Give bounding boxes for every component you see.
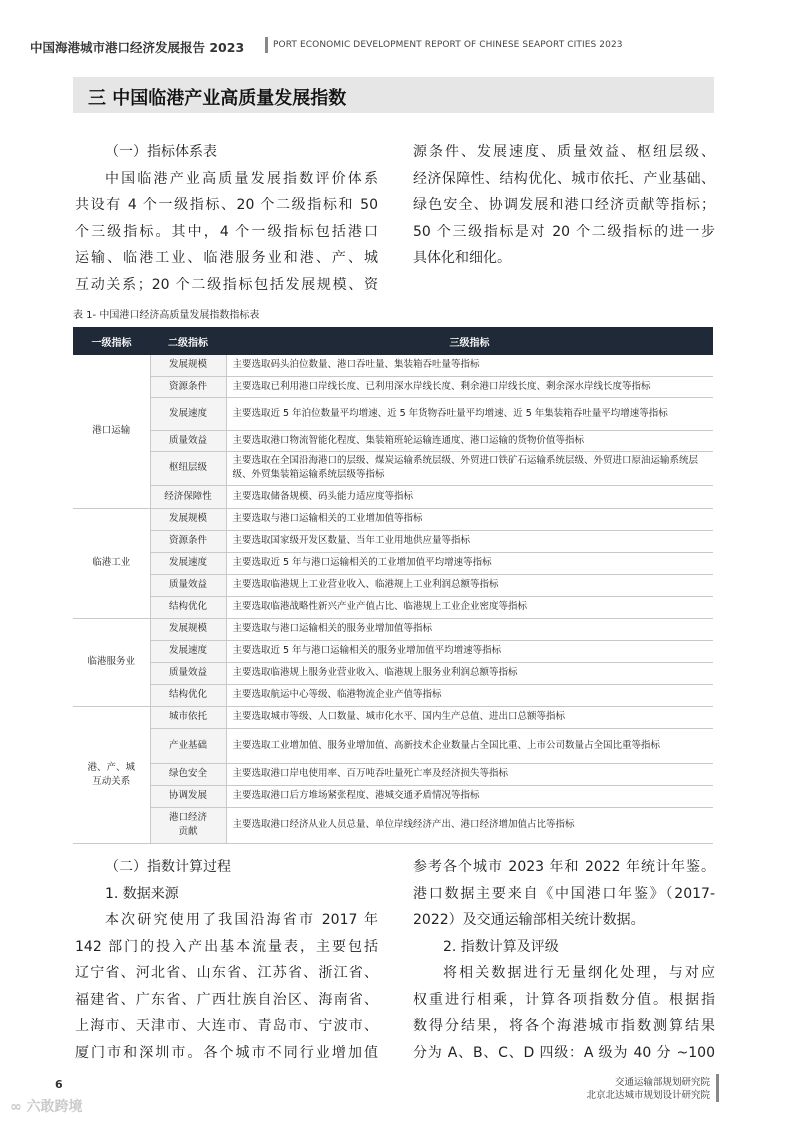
level2-cell: 结构优化	[150, 596, 226, 618]
level2-cell: 质量效益	[150, 662, 226, 684]
level2-cell: 绿色安全	[150, 763, 226, 785]
paragraph-line: 互动关系；20 个二级指标包括发展规模、资	[75, 276, 378, 293]
paragraph-line: 将相关数据进行无量纲化处理，与对应	[443, 965, 715, 981]
subsection-heading: （一）指标体系表	[105, 144, 217, 160]
level2-cell: 质量效益	[150, 430, 226, 451]
table-row	[73, 596, 713, 618]
calc-left-column	[75, 854, 378, 1066]
paragraph-line: 权重进行相乘，计算各项指数分值。根据指	[413, 991, 715, 1008]
table-row	[73, 397, 713, 430]
table-row	[73, 640, 713, 662]
paragraph-line: 中国临港产业高质量发展指数评价体系	[105, 170, 378, 187]
table-row	[73, 552, 713, 574]
paragraph-line: 经济保障性、结构优化、城市依托、产业基础、	[413, 170, 715, 187]
paragraph-line: 上海市、天津市、大连市、青岛市、宁波市、	[75, 1018, 378, 1034]
level3-cell: 主要选取近 5 年与港口运输相关的服务业增加值平均增速等指标	[226, 640, 713, 662]
item-heading: 2. 指数计算及评级	[443, 938, 559, 955]
paragraph-line: 具体化和细化。	[413, 250, 511, 266]
level3-cell: 主要选取港口岸电使用率、百万吨吞吐量死亡率及经济损失等指标	[226, 763, 713, 785]
footer-divider	[716, 1074, 719, 1102]
paragraph-line: 2022）及交通运输部相关统计数据。	[413, 912, 645, 928]
table-row	[73, 508, 713, 530]
paragraph-line: 辽宁省、河北省、山东省、江苏省、浙江省、	[75, 965, 378, 981]
column-header: 二级指标	[150, 327, 226, 355]
paragraph-line: 个三级指标。其中，4 个一级指标包括港口	[75, 223, 378, 240]
paragraph-line: 绿色安全、协调发展和港口经济贡献等指标；	[413, 197, 715, 213]
table-row	[73, 485, 713, 508]
calc-right-column	[413, 854, 715, 1066]
level3-cell: 主要选取在全国沿海港口的层级、煤炭运输系统层级、外贸进口铁矿石运输系统层级、外贸进口原油运输系统层级、外贸集装箱运输系统层级等指标	[226, 451, 713, 485]
section-title: 三 中国临港产业高质量发展指数	[88, 88, 347, 109]
table-row	[73, 785, 713, 807]
report-title-en: PORT ECONOMIC DEVELOPMENT REPORT OF CHINESE SEAPORT CITIES 2023	[273, 40, 623, 50]
level1-cell: 港口运输	[73, 355, 150, 508]
level1-cell: 临港服务业	[73, 618, 150, 706]
page-number: 6	[55, 1078, 63, 1091]
paragraph-line: 数得分结果，将各个海港城市指数测算结果	[413, 1018, 715, 1034]
indicator-table	[73, 327, 713, 844]
paragraph-line: 142 部门的投入产出基本流量表，主要包括	[75, 938, 378, 955]
level3-cell: 主要选取国家级开发区数量、当年工业用地供应量等指标	[226, 530, 713, 552]
footer-org-1: 交通运输部规划研究院	[614, 1077, 710, 1088]
header-divider	[265, 37, 268, 53]
paragraph-line: 共设有 4 个一级指标、20 个二级指标和 50	[75, 197, 378, 213]
paragraph-line: 福建省、广东省、广西壮族自治区、海南省、	[75, 991, 378, 1008]
level2-cell: 结构优化	[150, 684, 226, 706]
level3-cell: 主要选取港口经济从业人员总量、单位岸线经济产出、港口经济增加值占比等指标	[226, 807, 713, 843]
level3-cell: 主要选取与港口运输相关的工业增加值等指标	[226, 508, 713, 530]
column-header: 三级指标	[226, 327, 713, 355]
table-header-row	[73, 327, 713, 355]
paragraph-line: 参考各个城市 2023 年和 2022 年统计年鉴。	[413, 859, 715, 875]
level2-cell: 资源条件	[150, 376, 226, 397]
paragraph-line: 港口数据主要来自《中国港口年鉴》（2017-	[413, 885, 715, 902]
table-row	[73, 430, 713, 451]
level2-label: 港口经济 贡献	[168, 812, 207, 837]
table-row	[73, 706, 713, 728]
level2-cell: 产业基础	[150, 728, 226, 763]
level2-cell: 城市依托	[150, 706, 226, 728]
intro-left-column	[75, 139, 378, 298]
level3-cell: 主要选取码头泊位数量、港口吞吐量、集装箱吞吐量等指标	[226, 355, 713, 376]
level3-cell: 主要选取与港口运输相关的服务业增加值等指标	[226, 618, 713, 640]
column-header: 一级指标	[73, 327, 150, 355]
level2-cell	[150, 807, 226, 843]
paragraph-line: 厦门市和深圳市。各个城市不同行业增加值	[75, 1044, 378, 1061]
level3-cell: 主要选取港口后方堆场紧张程度、港城交通矛盾情况等指标	[226, 785, 713, 807]
report-title-cn: 中国海港城市港口经济发展报告 2023	[30, 40, 245, 55]
table-row	[73, 355, 713, 376]
footer-org-2: 北京北达城市规划设计研究院	[586, 1090, 710, 1101]
level2-cell: 发展速度	[150, 552, 226, 574]
table-row	[73, 574, 713, 596]
section-header	[73, 77, 714, 113]
level3-cell: 主要选取港口物流智能化程度、集装箱班轮运输连通度、港口运输的货物价值等指标	[226, 430, 713, 451]
table-row	[73, 376, 713, 397]
watermark-logo-icon: ∞	[10, 1099, 27, 1115]
table-row	[73, 618, 713, 640]
level2-cell: 质量效益	[150, 574, 226, 596]
level3-cell: 主要选取近 5 年泊位数量平均增速、近 5 年货物吞吐量平均增速、近 5 年集装箱吞吐量平均增速等指标	[226, 397, 713, 430]
level3-cell: 主要选取工业增加值、服务业增加值、高新技术企业数量占全国比重、上市公司数量占全国比重等指标	[226, 728, 713, 763]
paragraph-line: 本次研究使用了我国沿海省市 2017 年	[105, 912, 378, 928]
level2-cell: 协调发展	[150, 785, 226, 807]
level1-cell: 临港工业	[73, 508, 150, 618]
table-caption: 表 1- 中国港口经济高质量发展指数指标表	[73, 310, 260, 321]
level2-cell: 发展规模	[150, 355, 226, 376]
item-heading: 1. 数据来源	[105, 885, 179, 902]
level3-cell: 主要选取已利用港口岸线长度、已利用深水岸线长度、剩余港口岸线长度、剩余深水岸线长度等指标	[226, 376, 713, 397]
level2-cell: 发展速度	[150, 640, 226, 662]
level3-cell: 主要选取航运中心等级、临港物流企业产值等指标	[226, 684, 713, 706]
footer-organizations	[586, 1076, 710, 1102]
table-row	[73, 530, 713, 552]
level2-cell: 发展规模	[150, 618, 226, 640]
table-row	[73, 684, 713, 706]
level2-cell: 发展速度	[150, 397, 226, 430]
paragraph-line: 源条件、发展速度、质量效益、枢纽层级、	[413, 144, 715, 160]
table-row	[73, 763, 713, 785]
level3-cell: 主要选取临港规上服务业营业收入、临港规上服务业利润总额等指标	[226, 662, 713, 684]
level1-cell	[73, 706, 150, 843]
level3-cell: 主要选取临港战略性新兴产业产值占比、临港规上工业企业密度等指标	[226, 596, 713, 618]
level3-cell: 主要选取储备规模、码头能力适应度等指标	[226, 485, 713, 508]
paragraph-line: 分为 A、B、C、D 四级：A 级为 40 分 ~100	[413, 1044, 715, 1061]
table-row	[73, 451, 713, 485]
level3-cell: 主要选取城市等级、人口数量、城市化水平、国内生产总值、进出口总额等指标	[226, 706, 713, 728]
table-row	[73, 662, 713, 684]
table-row	[73, 807, 713, 843]
level1-label: 港、产、城 互动关系	[87, 761, 135, 787]
level3-cell: 主要选取临港规上工业营业收入、临港规上工业利润总额等指标	[226, 574, 713, 596]
intro-right-column	[413, 139, 715, 272]
paragraph-line: 50 个三级指标是对 20 个二级指标的进一步	[413, 223, 715, 240]
level3-cell: 主要选取近 5 年与港口运输相关的工业增加值平均增速等指标	[226, 552, 713, 574]
level2-cell: 资源条件	[150, 530, 226, 552]
level2-cell: 发展规模	[150, 508, 226, 530]
paragraph-line: 运输、临港工业、临港服务业和港、产、城	[75, 250, 378, 266]
table-row	[73, 728, 713, 763]
level2-cell: 经济保障性	[150, 485, 226, 508]
level2-cell: 枢纽层级	[150, 451, 226, 485]
subsection-heading: （二）指数计算过程	[105, 859, 231, 875]
watermark	[10, 1096, 83, 1116]
watermark-text: 六敢跨境	[26, 1099, 83, 1115]
